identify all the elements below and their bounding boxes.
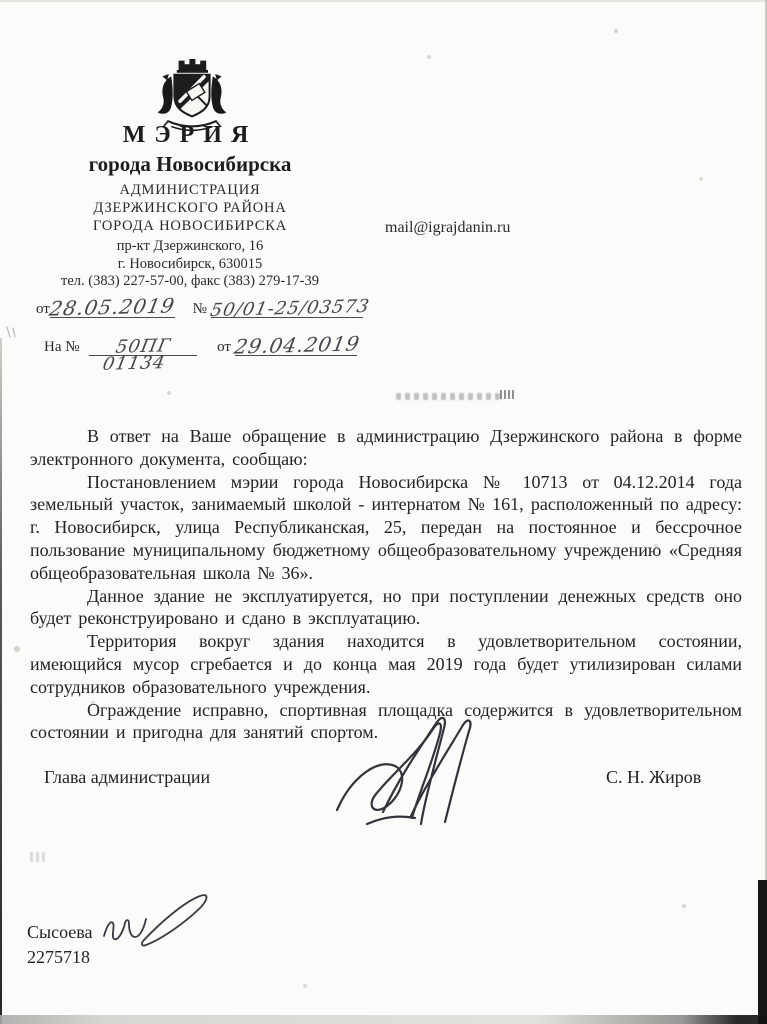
reply-date-label: от: [217, 339, 231, 355]
executor-initials-autograph: [96, 892, 222, 958]
reply-number-field: [89, 334, 197, 375]
body-paragraph: Ограждение исправно, спортивная площадка содержится в удовлетворительном состоянии и пригодна для занятий спортом.: [30, 699, 742, 743]
signer-title: Глава администрации: [44, 767, 211, 787]
body-paragraph: Данное здание не эксплуатируется, но при поступлении денежных средств оно будет реконструировано и сдано в эксплуатацию.: [30, 585, 742, 629]
executor-name: Сысоева: [27, 922, 93, 942]
reply-date-handwritten: 29.04.2019: [232, 331, 362, 359]
scan-edge-top: [0, 0, 767, 2]
dept-line-2: ДЗЕРЖИНСКОГО РАЙОНА: [93, 200, 287, 216]
reply-date-field: [232, 331, 362, 359]
executor-phone: 2275718: [27, 947, 90, 967]
reply-number-top-handwritten: 50ПГ: [113, 335, 173, 358]
outgoing-number-handwritten: 50/01-25/03573: [208, 295, 372, 322]
signer-name: С. Н. Жиров: [606, 767, 702, 787]
address-city: г. Новосибирск, 630015: [117, 255, 263, 272]
outgoing-number-field: [208, 295, 372, 322]
scan-edge-right-corner: [758, 880, 767, 1024]
reply-reference-line: [44, 331, 362, 375]
dept-line-1: АДМИНИСТРАЦИЯ: [119, 182, 261, 198]
head-signature-autograph: [323, 712, 511, 842]
outgoing-date-field: [47, 293, 178, 321]
org-name-mayoralty: МЭРИЯ: [122, 122, 258, 148]
outgoing-reference-line: [36, 293, 372, 322]
date-label: от: [36, 301, 50, 317]
body-paragraph: Территория вокруг здания находится в удовлетворительном состоянии, имеющийся мусор сгребается и до конца мая 2019 года будет утилизирован силами сотрудников образовательного учреждения.: [30, 631, 742, 697]
body-paragraph: Постановлением мэрии города Новосибирска № 10713 от 04.12.2014 года земельный участок, занимаемый школой - интернатом № 161, расположенный по адресу: г. Новосибирск, улица Республиканская, 25, передан на постоянное и бессрочное пользование муниципальному бюджетному общеобразовательному учреждению «Средняя общеобразовательная школа № 36».: [30, 471, 742, 583]
faint-pencil-smudge: [30, 852, 48, 862]
outgoing-date-handwritten: 28.05.2019: [47, 293, 178, 321]
number-label: №: [192, 301, 207, 317]
letterhead-org-block: [25, 122, 355, 235]
dept-line-3: ГОРОДА НОВОСИБИРСКА: [93, 218, 287, 234]
erased-text-smudge: [396, 393, 500, 400]
letterhead-address-block: [25, 238, 355, 291]
recipient-email: mail@igrajdanin.ru: [385, 219, 511, 236]
scan-edge-bottom: [0, 1015, 767, 1024]
org-name-city: города Новосибирска: [88, 152, 292, 176]
reply-label: На №: [44, 339, 80, 355]
reply-number-bottom-handwritten: 01134: [101, 352, 168, 375]
body-paragraphs: [30, 425, 742, 744]
address-street: пр-кт Дзержинского, 16: [116, 238, 264, 254]
address-phone-fax: тел. (383) 227-57-00, факс (383) 279-17-39: [61, 273, 319, 289]
scan-edge-left: [0, 338, 2, 1024]
margin-pencil-mark: [4, 324, 18, 342]
body-paragraph: В ответ на Ваше обращение в администрацию Дзержинского района в форме электронного документа, сообщаю:: [30, 426, 742, 469]
erased-text-smudge-tail: [500, 390, 514, 399]
